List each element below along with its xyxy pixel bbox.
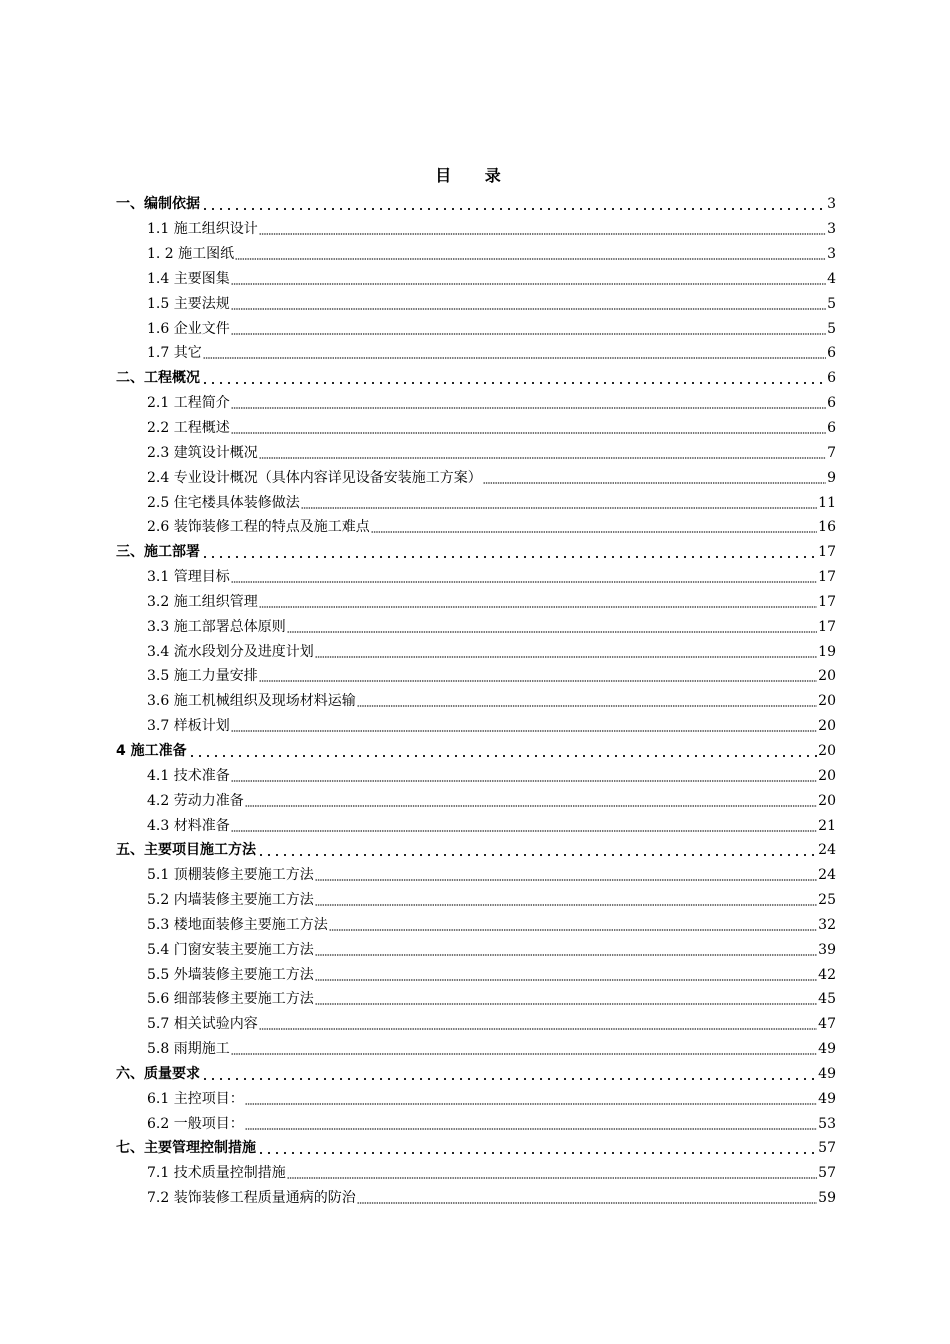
toc-entry-page-number: 17	[818, 569, 836, 586]
dot-leader	[483, 466, 826, 490]
toc-entry-page-number: 20	[818, 767, 836, 784]
toc-section-entry[interactable]	[116, 242, 836, 267]
toc-entry-page-number: 53	[818, 1115, 836, 1132]
toc-entry-label: 一、编制依据	[116, 196, 200, 213]
toc-entry-label: 6.2 一般项目：	[147, 1115, 244, 1132]
toc-entry-page-number: 3	[827, 246, 836, 263]
toc-section-entry[interactable]	[116, 217, 836, 242]
toc-section-entry[interactable]	[116, 391, 836, 416]
table-of-contents	[116, 192, 836, 1211]
dot-leader	[357, 1186, 817, 1210]
toc-entry-page-number: 20	[818, 792, 836, 809]
dot-leader	[231, 416, 826, 440]
toc-entry-page-number: 5	[827, 295, 836, 312]
toc-section-entry[interactable]	[116, 316, 836, 341]
dot-leader	[231, 565, 817, 589]
toc-entry-page-number: 24	[818, 842, 836, 859]
toc-entry-label: 六、质量要求	[116, 1065, 200, 1082]
toc-entry-label: 1. 2 施工图纸	[147, 246, 235, 263]
toc-entry-page-number: 11	[818, 494, 836, 511]
toc-entry-label: 3.4 流水段划分及进度计划	[147, 643, 314, 660]
toc-entry-label: 6.1 主控项目：	[147, 1090, 244, 1107]
toc-section-entry[interactable]	[116, 639, 836, 664]
toc-section-entry[interactable]	[116, 1111, 836, 1136]
dot-leader	[231, 1037, 817, 1061]
toc-entry-page-number: 20	[818, 742, 836, 759]
dot-leader	[201, 366, 826, 390]
dot-leader	[259, 441, 826, 465]
toc-title: 目 录	[435, 166, 515, 185]
toc-entry-page-number: 6	[827, 395, 836, 412]
dot-leader	[245, 1112, 817, 1136]
dot-leader	[357, 689, 817, 713]
dot-leader	[259, 664, 817, 688]
dot-leader	[231, 714, 817, 738]
toc-entry-page-number: 16	[818, 519, 836, 536]
toc-entry-label: 七、主要管理控制措施	[116, 1140, 256, 1157]
dot-leader	[259, 217, 826, 241]
toc-section-entry[interactable]	[116, 714, 836, 739]
toc-entry-label: 1.4 主要图集	[147, 270, 230, 287]
toc-entry-label: 3.5 施工力量安排	[147, 668, 258, 685]
toc-entry-label: 三、施工部署	[116, 544, 200, 561]
toc-entry-label: 2.2 工程概述	[147, 420, 230, 437]
toc-section-entry[interactable]	[116, 416, 836, 441]
dot-leader	[329, 913, 817, 937]
toc-entry-page-number: 17	[818, 618, 836, 635]
toc-section-entry[interactable]	[116, 863, 836, 888]
toc-entry-page-number: 7	[827, 444, 836, 461]
toc-entry-label: 1.5 主要法规	[147, 295, 230, 312]
dot-leader	[315, 938, 817, 962]
toc-entry-label: 4.1 技术准备	[147, 767, 230, 784]
toc-section-entry[interactable]	[116, 440, 836, 465]
dot-leader	[231, 814, 817, 838]
dot-leader	[301, 491, 817, 515]
dot-leader	[287, 615, 817, 639]
dot-leader	[371, 515, 817, 539]
toc-entry-label: 五、主要项目施工方法	[116, 842, 256, 859]
toc-entry-label: 3.3 施工部署总体原则	[147, 618, 286, 635]
dot-leader	[203, 341, 826, 365]
toc-entry-label: 2.4 专业设计概况（具体内容详见设备安装施工方案）	[147, 469, 482, 486]
dot-leader	[287, 1161, 817, 1185]
toc-entry-page-number: 20	[818, 668, 836, 685]
toc-chapter-entry[interactable]	[116, 739, 836, 764]
toc-entry-page-number: 4	[827, 270, 836, 287]
toc-entry-label: 5.3 楼地面装修主要施工方法	[147, 916, 328, 933]
toc-entry-page-number: 45	[818, 991, 836, 1008]
toc-section-entry[interactable]	[116, 267, 836, 292]
toc-entry-label: 二、工程概况	[116, 370, 200, 387]
toc-entry-label: 3.1 管理目标	[147, 569, 230, 586]
toc-entry-label: 5.5 外墙装修主要施工方法	[147, 966, 314, 983]
toc-entry-page-number: 5	[827, 320, 836, 337]
toc-entry-label: 7.1 技术质量控制措施	[147, 1165, 286, 1182]
dot-leader	[231, 317, 826, 341]
dot-leader	[257, 838, 817, 862]
toc-entry-label: 5.8 雨期施工	[147, 1041, 230, 1058]
dot-leader	[245, 789, 817, 813]
toc-entry-page-number: 49	[818, 1090, 836, 1107]
toc-entry-label: 4 施工准备	[116, 742, 187, 759]
toc-entry-label: 5.6 细部装修主要施工方法	[147, 991, 314, 1008]
toc-entry-label: 5.4 门窗安装主要施工方法	[147, 941, 314, 958]
toc-section-entry[interactable]	[116, 1086, 836, 1111]
toc-entry-page-number: 39	[818, 941, 836, 958]
toc-section-entry[interactable]	[116, 763, 836, 788]
dot-leader	[201, 540, 817, 564]
toc-section-entry[interactable]	[116, 565, 836, 590]
toc-section-entry[interactable]	[116, 664, 836, 689]
toc-section-entry[interactable]	[116, 614, 836, 639]
toc-section-entry[interactable]	[116, 341, 836, 366]
toc-section-entry[interactable]	[116, 912, 836, 937]
dot-leader	[188, 739, 818, 763]
toc-section-entry[interactable]	[116, 1037, 836, 1062]
dot-leader	[231, 764, 817, 788]
toc-entry-page-number: 49	[818, 1041, 836, 1058]
toc-chapter-entry[interactable]	[116, 540, 836, 565]
toc-entry-page-number: 32	[818, 916, 836, 933]
toc-entry-label: 5.7 相关试验内容	[147, 1016, 258, 1033]
toc-entry-page-number: 6	[827, 370, 836, 387]
toc-section-entry[interactable]	[116, 1186, 836, 1211]
toc-entry-page-number: 25	[818, 892, 836, 909]
toc-entry-page-number: 3	[827, 221, 836, 238]
toc-section-entry[interactable]	[116, 1161, 836, 1186]
toc-section-entry[interactable]	[116, 291, 836, 316]
toc-section-entry[interactable]	[116, 888, 836, 913]
dot-leader	[259, 590, 817, 614]
toc-chapter-entry[interactable]	[116, 1136, 836, 1161]
dot-leader	[315, 963, 817, 987]
toc-entry-page-number: 9	[827, 469, 836, 486]
dot-leader	[315, 987, 817, 1011]
toc-entry-page-number: 20	[818, 718, 836, 735]
toc-section-entry[interactable]	[116, 1012, 836, 1037]
dot-leader	[315, 863, 817, 887]
toc-entry-label: 2.5 住宅楼具体装修做法	[147, 494, 300, 511]
toc-entry-page-number: 42	[818, 966, 836, 983]
toc-entry-page-number: 19	[818, 643, 836, 660]
toc-entry-page-number: 49	[818, 1065, 836, 1082]
toc-entry-page-number: 57	[818, 1165, 836, 1182]
toc-entry-page-number: 59	[818, 1190, 836, 1207]
toc-entry-page-number: 24	[818, 867, 836, 884]
dot-leader	[257, 1136, 817, 1160]
dot-leader	[245, 1087, 817, 1111]
toc-section-entry[interactable]	[116, 788, 836, 813]
dot-leader	[201, 1062, 817, 1086]
toc-entry-page-number: 3	[827, 196, 836, 213]
toc-entry-page-number: 57	[818, 1140, 836, 1157]
dot-leader	[231, 292, 826, 316]
toc-entry-label: 2.1 工程简介	[147, 395, 230, 412]
toc-section-entry[interactable]	[116, 962, 836, 987]
toc-section-entry[interactable]	[116, 689, 836, 714]
dot-leader	[201, 192, 826, 216]
dot-leader	[231, 267, 826, 291]
toc-chapter-entry[interactable]	[116, 366, 836, 391]
toc-entry-label: 2.3 建筑设计概况	[147, 444, 258, 461]
dot-leader	[259, 1012, 817, 1036]
toc-entry-label: 4.3 材料准备	[147, 817, 230, 834]
toc-entry-label: 1.6 企业文件	[147, 320, 230, 337]
toc-entry-page-number: 6	[827, 345, 836, 362]
dot-leader	[235, 242, 826, 266]
toc-entry-label: 1.7 其它	[147, 345, 202, 362]
toc-chapter-entry[interactable]	[116, 838, 836, 863]
dot-leader	[231, 391, 826, 415]
dot-leader	[315, 640, 817, 664]
toc-entry-page-number: 17	[818, 593, 836, 610]
toc-section-entry[interactable]	[116, 937, 836, 962]
toc-entry-label: 3.2 施工组织管理	[147, 593, 258, 610]
toc-section-entry[interactable]	[116, 490, 836, 515]
toc-chapter-entry[interactable]	[116, 1062, 836, 1087]
toc-section-entry[interactable]	[116, 813, 836, 838]
toc-entry-label: 3.7 样板计划	[147, 718, 230, 735]
toc-section-entry[interactable]	[116, 465, 836, 490]
toc-entry-page-number: 47	[818, 1016, 836, 1033]
toc-entry-label: 5.1 顶棚装修主要施工方法	[147, 867, 314, 884]
toc-chapter-entry[interactable]	[116, 192, 836, 217]
toc-section-entry[interactable]	[116, 590, 836, 615]
toc-entry-label: 7.2 装饰装修工程质量通病的防治	[147, 1190, 356, 1207]
toc-entry-page-number: 6	[827, 420, 836, 437]
toc-entry-page-number: 21	[818, 817, 836, 834]
toc-section-entry[interactable]	[116, 515, 836, 540]
toc-entry-label: 3.6 施工机械组织及现场材料运输	[147, 693, 356, 710]
toc-entry-label: 4.2 劳动力准备	[147, 792, 244, 809]
toc-entry-page-number: 20	[818, 693, 836, 710]
toc-entry-label: 1.1 施工组织设计	[147, 221, 258, 238]
toc-section-entry[interactable]	[116, 987, 836, 1012]
toc-entry-label: 2.6 装饰装修工程的特点及施工难点	[147, 519, 370, 536]
dot-leader	[315, 888, 817, 912]
toc-entry-label: 5.2 内墙装修主要施工方法	[147, 892, 314, 909]
toc-entry-page-number: 17	[818, 544, 836, 561]
